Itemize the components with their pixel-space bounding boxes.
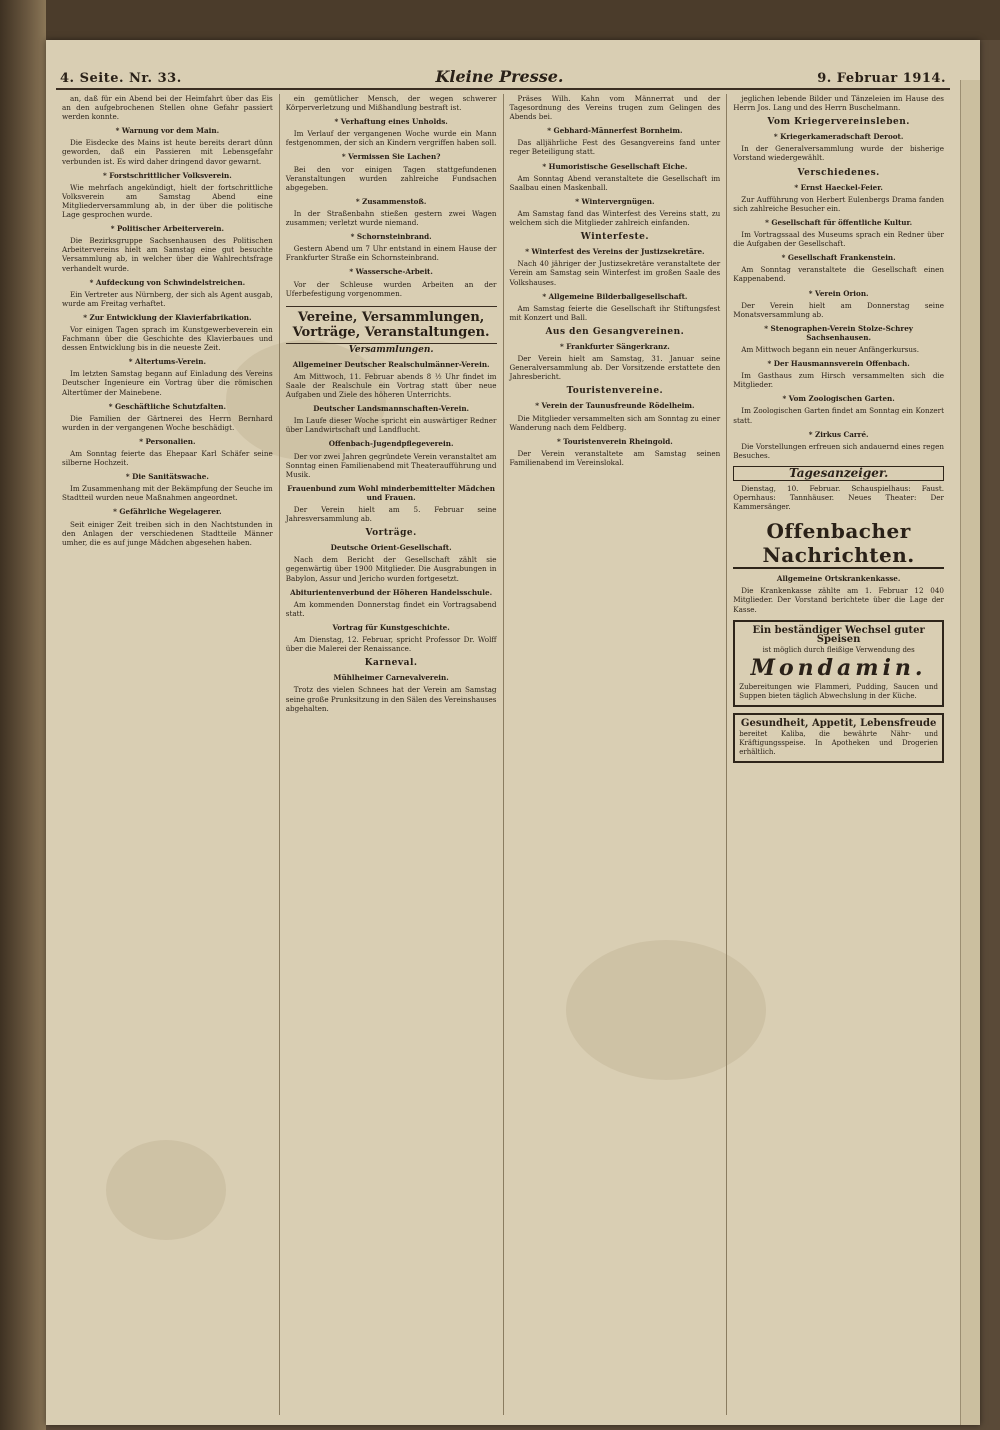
article-text: Am Samstag feierte die Gesellschaft ihr Stiftungsfest mit Konzert und Ball. bbox=[509, 303, 721, 322]
article-text: Nach 40 jähriger der Justizsekretäre veranstaltete der Verein am Samstag sein Winterfest im großen Saale des Volkshauses. bbox=[509, 259, 721, 287]
article-text: Der Verein hielt am Samstag, 31. Januar seine Generalversammlung ab. Der Vorsitzende erstattete den Jahresbericht. bbox=[509, 354, 721, 382]
article-text: Am Sonntag veranstaltete die Gesellschaft einen Kappenabend. bbox=[733, 265, 944, 284]
section-title-kriegervereine: Vom Kriegervereinsleben. bbox=[767, 117, 910, 128]
article-text: Die Familien der Gärtnerei des Herrn Bernhard wurden in der vergangenen Woche beschädigt. bbox=[62, 413, 273, 432]
article-text: Das alljährliche Fest des Gesangvereins fand unter reger Beteiligung statt. bbox=[509, 138, 721, 157]
article-heading: Frauenbund zum Wohl minderbemittelter Mädchen und Frauen. bbox=[287, 483, 495, 502]
article-heading: * Geschäftliche Schutzfalten. bbox=[108, 401, 227, 411]
article-heading: * Vermissen Sie Lachen? bbox=[341, 152, 441, 162]
newspaper-page bbox=[46, 40, 980, 1425]
article-heading: * Frankfurter Sängerkranz. bbox=[559, 341, 670, 351]
article-heading: * Zirkus Carré. bbox=[808, 429, 869, 439]
article-text: Der Verein hielt am 5. Februar seine Jahresversammlung ab. bbox=[285, 505, 497, 524]
article-text: Der Verein hielt am Donnerstag seine Monatsversammlung ab. bbox=[733, 300, 944, 319]
article-heading: * Gesellschaft Frankenstein. bbox=[781, 253, 896, 263]
article-heading: * Wintervergnügen. bbox=[575, 196, 655, 206]
article-text: Am Dienstag, 12. Februar, spricht Professor Dr. Wolff über die Malerei der Renaissance. bbox=[285, 635, 497, 654]
article-text: Gestern Abend um 7 Uhr entstand in einem Hause der Frankfurter Straße ein Schornsteinbrand. bbox=[285, 244, 497, 263]
article-heading: Allgemeine Ortskrankenkasse. bbox=[776, 574, 901, 584]
article-heading: Deutscher Landsmannschaften-Verein. bbox=[313, 404, 470, 414]
article-text: Im Zoologischen Garten findet am Sonntag ein Konzert statt. bbox=[733, 406, 944, 425]
article-heading: * Der Hausmannsverein Offenbach. bbox=[767, 359, 910, 369]
scan-left-edge bbox=[0, 0, 46, 1430]
article-heading: * Forstschrittlicher Volksverein. bbox=[103, 170, 232, 180]
ad-text: bereitet Kaliba, die bewährte Nähr- und Kräftigungsspeise. In Apotheken und Drogerien erhältlich. bbox=[739, 729, 938, 756]
article-heading: * Vom Zoologischen Garten. bbox=[782, 394, 895, 404]
column-3 bbox=[504, 94, 728, 1415]
section-title-karneval: Karneval. bbox=[364, 658, 418, 669]
article-heading: * Schornsteinbrand. bbox=[350, 232, 432, 242]
article-text: Im Gasthaus zum Hirsch versammelten sich die Mitglieder. bbox=[733, 371, 944, 390]
article-text: Am Sonntag Abend veranstaltete die Gesellschaft im Saalbau einen Maskenball. bbox=[509, 173, 721, 192]
mondamin-ad bbox=[733, 620, 944, 707]
article-heading: * Zusammenstoß. bbox=[355, 196, 427, 206]
article-heading: * Verhaftung eines Unholds. bbox=[334, 117, 448, 127]
article-heading: * Zur Entwicklung der Klavierfabrikation. bbox=[83, 312, 252, 322]
article-text: Seit einiger Zeit treiben sich in den Nachtstunden in den Anlagen der verschiedenen Stadtteile Männer umher, die es auf junge Mädchen abgesehen haben. bbox=[62, 519, 273, 547]
article-text: Zur Aufführung von Herbert Eulenbergs Drama fanden sich zahlreiche Besucher ein. bbox=[733, 194, 944, 213]
article-heading: * Verein der Taunusfreunde Rödelheim. bbox=[535, 401, 695, 411]
article-heading: Offenbach-Jugendpflegeverein. bbox=[328, 439, 454, 449]
article-text: Bei den vor einigen Tagen stattgefundenen Veranstaltungen wurden zahlreiche Fundsachen abgegeben. bbox=[285, 164, 497, 192]
article-heading: * Gesellschaft für öffentliche Kultur. bbox=[765, 217, 913, 227]
ad-line: Ein beständiger Wechsel guter Speisen bbox=[752, 624, 925, 645]
section-title-vereine: Vereine, Versammlungen, Vorträge, Veranstaltungen. bbox=[286, 306, 497, 344]
article-heading: Abiturientenverbund der Höheren Handelsschule. bbox=[290, 587, 493, 597]
offenbacher-nachrichten-title: Offenbacher Nachrichten. bbox=[733, 519, 944, 569]
article-text: Die Mitglieder versammelten sich am Sonntag zu einer Wanderung nach dem Feldberg. bbox=[509, 413, 721, 432]
ad-text: Zubereitungen wie Flammeri, Pudding, Saucen und Suppen bieten täglich Abwechslung in der Küche. bbox=[739, 682, 938, 700]
kaliba-ad bbox=[733, 713, 944, 763]
article-text: Wie mehrfach angekündigt, hielt der fortschrittliche Volksverein am Samstag Abend eine Mitgliederversammlung ab, in der über die politische Lage gesprochen wurde. bbox=[62, 182, 273, 220]
article-text: Ein Vertreter aus Nürnberg, der sich als Agent ausgab, wurde am Freitag verhaftet. bbox=[62, 289, 273, 308]
columns bbox=[56, 94, 950, 1415]
article-text: Am kommenden Donnerstag findet ein Vortragsabend statt. bbox=[285, 599, 497, 618]
article-text: Am Mittwoch, 11. Februar abends 8 ½ Uhr findet im Saale der Realschule ein Vortrag statt über neue Aufgaben und Ziele des höheren Unterrichts. bbox=[285, 371, 497, 400]
article-text: Der Verein veranstaltete am Samstag seinen Familienabend im Vereinslokal. bbox=[509, 448, 721, 467]
section-title-touristenvereine: Touristenvereine. bbox=[566, 386, 664, 397]
article-text: Vor einigen Tagen sprach im Kunstgewerbeverein ein Fachmann über die Geschichte des Klavierbaues und dessen Entwicklung bis in die neueste Zeit. bbox=[62, 324, 273, 353]
article-heading: Deutsche Orient-Gesellschaft. bbox=[330, 543, 452, 553]
tagesanzeiger-title: Tagesanzeiger. bbox=[733, 466, 944, 481]
article-text: Die Eisdecke des Mains ist heute bereits derart dünn geworden, daß ein Passieren mit Lebensgefahr verbunden ist. Es wird daher dringend davor gewarnt. bbox=[62, 138, 273, 166]
article-text: Im letzten Samstag begann auf Einladung des Vereins Deutscher Ingenieure ein Vortrag über die römischen Altertümer der Mainebene. bbox=[62, 369, 273, 397]
article-heading: Vortrag für Kunstgeschichte. bbox=[332, 622, 450, 632]
ad-brand: Mondamin. bbox=[750, 654, 927, 681]
article-heading: * Wassersche-Arbeit. bbox=[349, 267, 433, 277]
article-heading: * Personalien. bbox=[139, 436, 196, 446]
paper-name: Kleine Presse. bbox=[435, 67, 564, 86]
ad-line: ist möglich durch fleißige Verwendung des bbox=[762, 645, 915, 654]
article-text: Im Vortragssaal des Museums sprach ein Redner über die Aufgaben der Gesellschaft. bbox=[733, 230, 944, 249]
section-title-gesangvereine: Aus den Gesangvereinen. bbox=[545, 326, 685, 337]
article-heading: * Die Sanitätswache. bbox=[125, 472, 209, 482]
article-text: In der Generalversammlung wurde der bisherige Vorstand wiedergewählt. bbox=[733, 144, 944, 163]
article-heading: * Warnung vor dem Main. bbox=[115, 126, 220, 136]
article-heading: Mühlheimer Carnevalverein. bbox=[333, 673, 449, 683]
article-text: Die Bezirksgruppe Sachsenhausen des Politischen Arbeitervereins hielt am Samstag eine gut besuchte Versammlung ab, in welcher über die Wahlrechtsfrage verhandelt wurde. bbox=[62, 236, 273, 273]
article-heading: * Aufdeckung von Schwindelstreichen. bbox=[89, 277, 246, 287]
article-heading: * Ernst Haeckel-Feier. bbox=[794, 182, 883, 192]
article-lead: an, daß für ein Abend bei der Heimfahrt über das Eis an den aufgebrochenen Stellen ohne Gefahr passiert werden konnte. bbox=[62, 94, 273, 122]
article-text: Im Zusammenhang mit der Bekämpfung der Seuche im Stadtteil wurden neue Maßnahmen angeordnet. bbox=[62, 484, 273, 503]
column-4 bbox=[727, 94, 950, 1415]
article-lead: Präses Wilh. Kahn vom Männerrat und der Tagesordnung des Vereins trugen zum Gelingen des Abends bei. bbox=[509, 94, 721, 122]
article-heading: * Gefährliche Wegelagerer. bbox=[113, 507, 222, 517]
article-heading: * Humoristische Gesellschaft Eiche. bbox=[542, 161, 688, 171]
article-text: Die Vorstellungen erfreuen sich andauernd eines regen Besuches. bbox=[733, 441, 944, 460]
column-2 bbox=[280, 94, 504, 1415]
section-subtitle: Versammlungen. bbox=[348, 344, 434, 355]
article-heading: * Verein Orion. bbox=[808, 288, 869, 298]
scan-top-edge bbox=[0, 0, 1000, 40]
article-text: Nach dem Bericht der Gesellschaft zählt sie gegenwärtig über 1900 Mitglieder. Die Ausgrabungen in Babylon, Assur und Jericho wurden fortgesetzt. bbox=[285, 555, 497, 583]
article-heading: * Stenographen-Verein Stolze-Schrey Sachsenhausen. bbox=[764, 323, 913, 342]
article-lead: jeglichen lebende Bilder und Tänzeleien im Hause des Herrn Jos. Lang und des Herrn Buschelmann. bbox=[733, 94, 944, 113]
article-heading: * Winterfest des Vereins der Justizsekretäre. bbox=[525, 247, 705, 257]
section-title-verschiedenes: Verschiedenes. bbox=[797, 167, 880, 178]
page-number: 4. Seite. Nr. 33. bbox=[60, 71, 182, 86]
section-title-winterfeste: Winterfeste. bbox=[580, 232, 649, 243]
article-heading: * Politischer Arbeiterverein. bbox=[110, 224, 224, 234]
article-text: Vor der Schleuse wurden Arbeiten an der Uferbefestigung vorgenommen. bbox=[285, 279, 497, 298]
masthead bbox=[56, 62, 950, 90]
article-text: Die Krankenkasse zählte am 1. Februar 12 040 Mitglieder. Der Vorstand berichtete über die Lage der Kasse. bbox=[733, 586, 944, 614]
article-text: Im Verlauf der vergangenen Woche wurde ein Mann festgenommen, der sich an Kindern vergriffen haben soll. bbox=[285, 129, 497, 148]
article-heading: * Altertums-Verein. bbox=[128, 357, 206, 367]
article-heading: Allgemeiner Deutscher Realschulmänner-Verein. bbox=[292, 359, 490, 369]
section-title-vortraege: Vorträge. bbox=[365, 528, 417, 539]
next-page-strip bbox=[960, 80, 980, 1425]
article-heading: * Allgemeine Bilderballgesellschaft. bbox=[542, 291, 688, 301]
tagesanzeiger-text: Dienstag, 10. Februar. Schauspielhaus: Faust. Opernhaus: Tannhäuser. Neues Theater: Der Kammersänger. bbox=[733, 484, 944, 512]
article-heading: * Gebhard-Männerfest Bornheim. bbox=[547, 126, 683, 136]
column-1 bbox=[56, 94, 280, 1415]
article-text: Trotz des vielen Schnees hat der Verein am Samstag seine große Prunksitzung in den Sälen des Vereinshauses abgehalten. bbox=[285, 685, 497, 713]
article-lead: ein gemütlicher Mensch, der wegen schwerer Körperverletzung und Mißhandlung bestraft ist. bbox=[285, 94, 497, 113]
article-text: Am Samstag fand das Winterfest des Vereins statt, zu welchem sich die Mitglieder zahlreich einfanden. bbox=[509, 208, 721, 228]
article-text: Im Laufe dieser Woche spricht ein auswärtiger Redner über Landwirtschaft und Landflucht. bbox=[285, 416, 497, 435]
issue-date: 9. Februar 1914. bbox=[817, 71, 946, 86]
ad-title: Gesundheit, Appetit, Lebensfreude bbox=[740, 717, 937, 729]
article-text: In der Straßenbahn stießen gestern zwei Wagen zusammen; verletzt wurde niemand. bbox=[285, 208, 497, 228]
article-text: Der vor zwei Jahren gegründete Verein veranstaltet am Sonntag einen Familienabend mit Theateraufführung und Musik. bbox=[285, 451, 497, 479]
article-text: Am Mittwoch begann ein neuer Anfängerkursus. bbox=[741, 344, 920, 354]
article-heading: * Touristenverein Rheingold. bbox=[556, 436, 673, 446]
article-text: Am Sonntag feierte das Ehepaar Karl Schäfer seine silberne Hochzeit. bbox=[62, 449, 273, 468]
article-heading: * Kriegerkameradschaft Deroot. bbox=[773, 132, 904, 142]
